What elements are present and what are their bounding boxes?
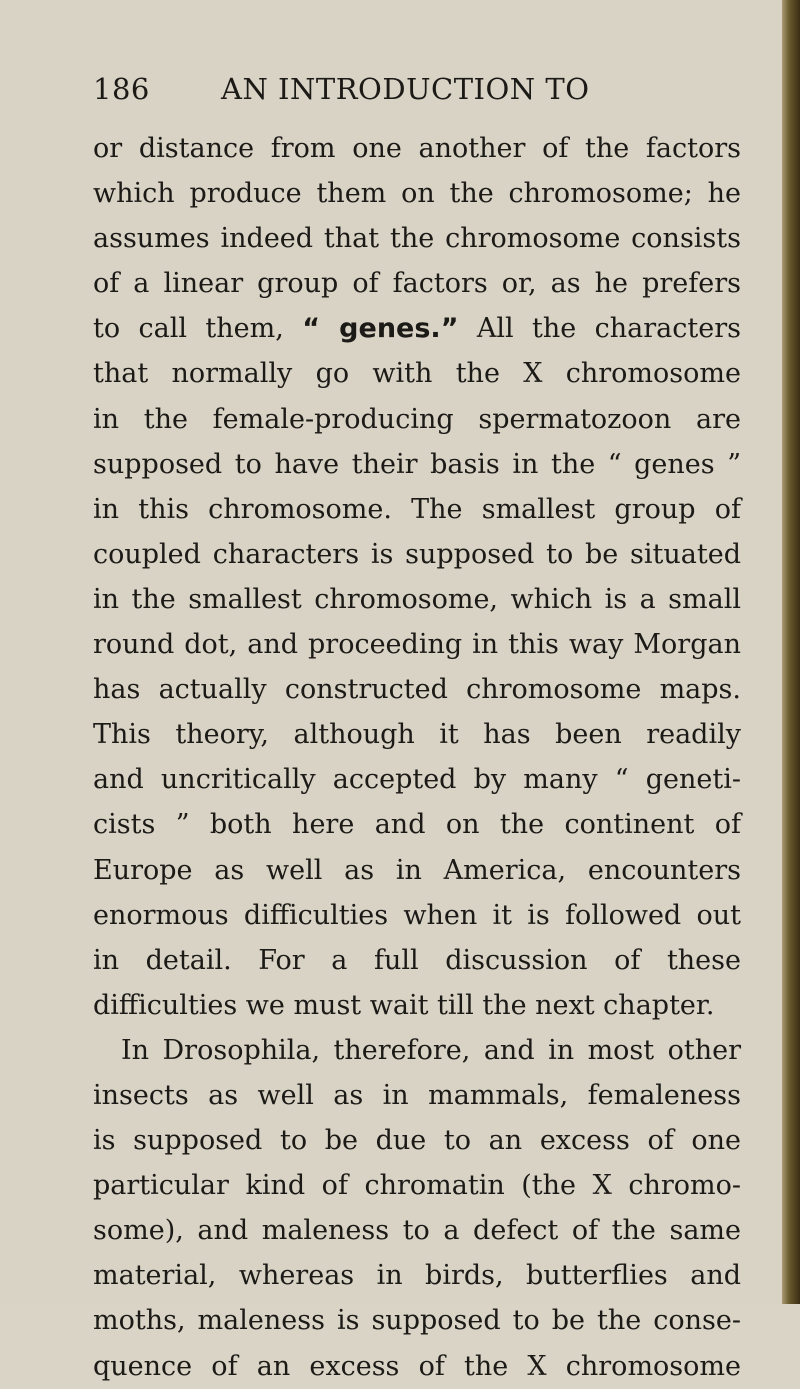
text-line: in the female-producing spermatozoon are xyxy=(93,403,741,435)
text-segment: All the characters xyxy=(476,313,741,345)
text-line xyxy=(93,306,741,351)
page-number: 186 xyxy=(93,72,150,106)
text-line: assumes indeed that the chromosome consists xyxy=(93,223,741,255)
text-segment: to call them, xyxy=(93,313,284,345)
text-line: which produce them on the chromosome; he xyxy=(93,178,741,210)
text-line: Europe as well as in America, encounters xyxy=(93,854,741,886)
text-line: supposed to have their basis in the “ genes ” xyxy=(93,448,741,480)
text-line: of a linear group of factors or, as he prefers xyxy=(93,268,741,300)
text-line: that normally go with the X chromosome xyxy=(93,358,741,390)
text-line: is supposed to be due to an excess of one xyxy=(93,1125,741,1157)
text-line: or distance from one another of the factors xyxy=(93,133,741,164)
body-text xyxy=(93,126,741,1389)
text-line: cists ” both here and on the continent of xyxy=(93,809,741,841)
text-line: enormous difficulties when it is followed out xyxy=(93,899,741,931)
text-line: in this chromosome. The smallest group of xyxy=(93,493,741,525)
text-line: In Drosophila, therefore, and in most other xyxy=(121,1034,741,1066)
text-line: round dot, and proceeding in this way Morgan xyxy=(93,629,741,661)
text-line: in detail. For a full discussion of these xyxy=(93,944,741,976)
text-line: in the smallest chromosome, which is a small xyxy=(93,583,741,615)
genes-term: “ genes.” xyxy=(302,313,459,345)
text-line: quence of an excess of the X chromosome xyxy=(93,1350,741,1382)
text-line: coupled characters is supposed to be situated xyxy=(93,538,741,570)
text-line: particular kind of chromatin (the X chromo- xyxy=(93,1170,741,1202)
running-header xyxy=(93,72,733,112)
text-line: and uncritically accepted by many “ geneti- xyxy=(93,764,741,796)
text-line: difficulties we must wait till the next chapter. xyxy=(93,989,715,1021)
text-line: has actually constructed chromosome maps. xyxy=(93,674,741,706)
text-line: moths, maleness is supposed to be the conse- xyxy=(93,1305,741,1337)
text-line: some), and maleness to a defect of the same xyxy=(93,1215,741,1247)
page-edge xyxy=(782,0,800,1304)
running-title: AN INTRODUCTION TO xyxy=(221,72,590,106)
text-line: material, whereas in birds, butterflies and xyxy=(93,1260,741,1292)
text-line: This theory, although it has been readily xyxy=(93,719,741,751)
text-line: insects as well as in mammals, femaleness xyxy=(93,1079,741,1111)
